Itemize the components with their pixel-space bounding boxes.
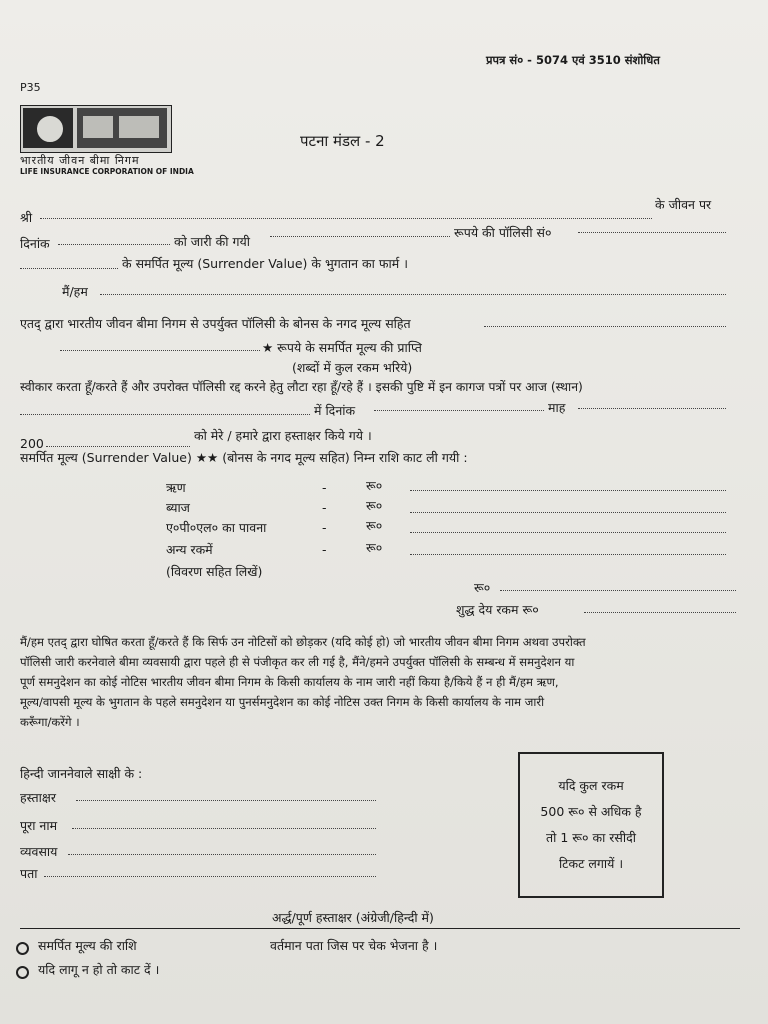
claimant-name-field[interactable] — [100, 294, 726, 295]
statement-line-2: ★ रूपये के समर्पित मूल्य की प्राप्ति — [262, 340, 422, 355]
declaration-line: मैं/हम एतद् द्वारा घोषित करता हूँ/करते हैं कि सिर्फ उन नोटिसों को छोड़कर (यदि कोई हो) जो भारतीय जीवन बीमा निगम अथवा उपरोक्त — [20, 635, 586, 649]
stamp-text: 500 रू० से अधिक है — [540, 804, 642, 819]
label-date: दिनांक — [20, 236, 50, 251]
declaration-line: पॉलिसी जारी करनेवाले बीमा व्यवसायी द्वारा पहले ही से पंजीकृत कर ली गई है, मैंने/हमने उपर्युक्त पॉलिसी के सम्बन्ध में समनुदेशन या — [20, 655, 575, 669]
label-policy-no: रूपये की पॉलिसी सं० — [454, 225, 552, 240]
deduction-label-loan: ऋण — [166, 480, 186, 495]
logo-name-english: LIFE INSURANCE CORPORATION OF INDIA — [20, 167, 194, 176]
amount-words-hint: (शब्दों में कुल रकम भरिये) — [292, 360, 413, 375]
place-field[interactable] — [20, 414, 310, 415]
net-amount-field[interactable] — [584, 612, 736, 613]
footnote-marker-icon — [16, 942, 29, 955]
deduction-heading: समर्पित मूल्य (Surrender Value) ★★ (बोनस के नगद मूल्य सहित) निम्न राशि काट ली गयी : — [20, 450, 468, 465]
deduction-label-interest: ब्याज — [166, 500, 190, 515]
loan-amount-field[interactable] — [410, 490, 726, 491]
interest-amount-field[interactable] — [410, 512, 726, 513]
lic-logo — [20, 105, 172, 153]
witness-signature-label: हस्ताक्षर — [20, 790, 56, 805]
sign-date-field[interactable] — [374, 410, 544, 411]
form-number: प्रपत्र सं० - 5074 एवं 3510 संशोधित — [486, 53, 660, 67]
witness-address-label: पता — [20, 866, 38, 881]
statement-line-1: एतद् द्वारा भारतीय जीवन बीमा निगम से उपर्युक्त पॉलिसी के बोनस के नगद मूल्य सहित — [20, 316, 411, 331]
lic-emblem-icon — [23, 108, 73, 148]
declaration-line: मूल्य/वापसी मूल्य के भुगतान के पहले समनुदेशन या पुनर्समनुदेशन का कोई नोटिस उक्त निगम के किसी कार्यालय के नाम जारी — [20, 695, 545, 709]
currency-label: रू० — [366, 540, 383, 555]
label-year: 200 — [20, 436, 44, 451]
page-code: P35 — [20, 81, 41, 94]
apl-amount-field[interactable] — [410, 532, 726, 533]
amount-words-field[interactable] — [60, 350, 260, 351]
current-address-label: वर्तमान पता जिस पर चेक भेजना है । — [270, 938, 438, 953]
witness-name-field[interactable] — [72, 828, 376, 829]
total-deduction-field[interactable] — [500, 590, 736, 591]
insured-name-field[interactable] — [40, 218, 652, 219]
deduction-label-other: अन्य रकमें — [166, 542, 213, 557]
policy-ref-field[interactable] — [20, 268, 118, 269]
label-issued: को जारी की गयी — [174, 234, 250, 249]
dash: - — [322, 520, 327, 535]
currency-label: रू० — [366, 498, 383, 513]
divider — [20, 928, 740, 929]
footnote-strike: यदि लागू न हो तो काट दें । — [38, 962, 160, 977]
dash: - — [322, 542, 327, 557]
net-amount-label: शुद्ध देय रकम रू० — [456, 602, 539, 617]
label-i-we: मैं/हम — [62, 284, 88, 299]
other-amount-field[interactable] — [410, 554, 726, 555]
division-title: पटना मंडल - 2 — [300, 132, 385, 150]
currency-label: रू० — [366, 518, 383, 533]
issue-date-field[interactable] — [58, 244, 170, 245]
year-field[interactable] — [46, 446, 190, 447]
stamp-text: तो 1 रू० का रसीदी — [546, 830, 636, 845]
amount-field[interactable] — [484, 326, 726, 327]
witness-signature-field[interactable] — [76, 800, 376, 801]
policy-number-field[interactable] — [578, 232, 726, 233]
signed-statement: को मेरे / हमारे द्वारा हस्ताक्षर किये गये । — [194, 428, 372, 443]
month-field[interactable] — [578, 408, 726, 409]
witness-address-field[interactable] — [44, 876, 376, 877]
currency-label: रू० — [366, 478, 383, 493]
witness-occupation-field[interactable] — [68, 854, 376, 855]
footnote-surrender: समर्पित मूल्य की राशि — [38, 938, 137, 953]
declaration-line: करूँगा/करेंगे । — [20, 715, 80, 729]
logo-name-hindi: भारतीय जीवन बीमा निगम — [20, 154, 140, 167]
declaration-line: पूर्ण समनुदेशन का कोई नोटिस भारतीय जीवन बीमा निगम के किसी कार्यालय के नाम जारी नहीं किया है/किये हैं न ही मैं/हम ऋण, — [20, 675, 559, 689]
label-on-date: में दिनांक — [314, 403, 356, 418]
witness-occupation-label: व्यवसाय — [20, 844, 58, 859]
deduction-note: (विवरण सहित लिखें) — [166, 564, 263, 579]
sum-assured-field[interactable] — [270, 236, 450, 237]
label-shri: श्री — [20, 210, 33, 225]
signature-label: अर्द्ध/पूर्ण हस्ताक्षर (अंग्रेजी/हिन्दी में) — [272, 910, 434, 925]
revenue-stamp-box[interactable] — [518, 752, 664, 898]
label-month: माह — [548, 400, 566, 415]
witness-heading: हिन्दी जाननेवाले साक्षी के : — [20, 766, 143, 781]
witness-name-label: पूरा नाम — [20, 818, 58, 833]
logo-wordmark — [77, 108, 167, 148]
total-currency-label: रू० — [474, 580, 491, 595]
dash: - — [322, 500, 327, 515]
form-purpose: के समर्पित मूल्य (Surrender Value) के भुगतान का फार्म । — [122, 256, 408, 271]
statement-line-3: स्वीकार करता हूँ/करते हैं और उपरोक्त पॉलिसी रद्द करने हेतु लौटा रहा हूँ/रहे हैं । इसकी पुष्टि में इन कागज पत्रों पर आज (स्थान) — [20, 380, 583, 394]
label-life-of: के जीवन पर — [655, 197, 712, 212]
dash: - — [322, 480, 327, 495]
stamp-text: टिकट लगायें । — [558, 856, 624, 871]
footnote-marker-icon — [16, 966, 29, 979]
deduction-label-apl: ए०पी०एल० का पावना — [166, 520, 267, 535]
stamp-text: यदि कुल रकम — [558, 778, 624, 793]
